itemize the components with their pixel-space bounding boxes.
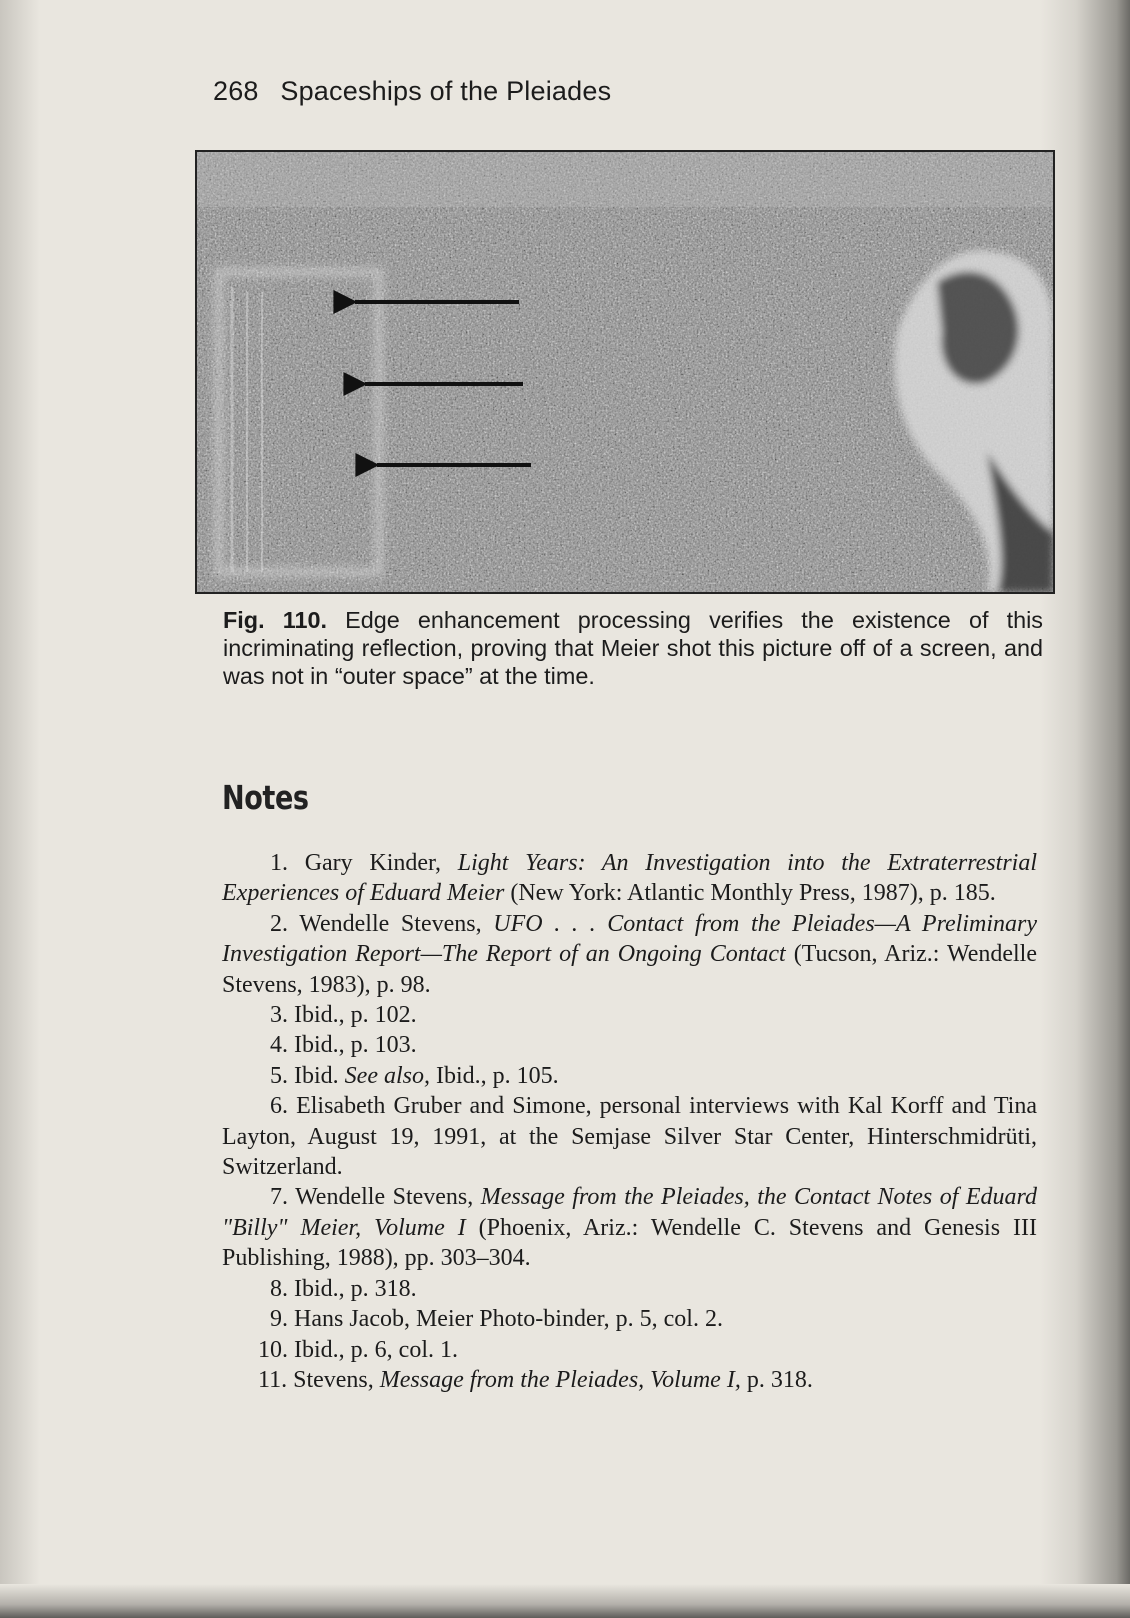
note-item: 10. Ibid., p. 6, col. 1.	[258, 1336, 458, 1363]
note-item: 2. Wendelle Stevens, UFO . . . Contact from the Pleiades—A Preliminary Investigation Report—The Report of an Ongoing Contact (Tucson, Ariz.: Wendelle Stevens, 1983), p. 98.	[222, 910, 1038, 998]
edge-enhanced-photo	[197, 152, 1053, 592]
note-item: 1. Gary Kinder, Light Years: An Investigation into the Extraterrestrial Experiences of Eduard Meier (New York: Atlantic Monthly Press, 1987), p. 185.	[222, 850, 1037, 907]
notes-heading: Notes	[222, 778, 309, 817]
caption-text: Edge enhancement processing verifies the existence of this incriminating reflection, proving that Meier shot this picture off of a screen, and was not in “outer space” at the time.	[223, 607, 1044, 689]
figure-label: Fig. 110.	[223, 607, 327, 633]
figure-110-image	[195, 150, 1055, 594]
book-title: Spaceships of the Pleiades	[280, 76, 612, 106]
note-item: 11. Stevens, Message from the Pleiades, Volume I, p. 318.	[258, 1366, 813, 1393]
note-item: 7. Wendelle Stevens, Message from the Pleiades, the Contact Notes of Eduard "Billy" Meier, Volume I (Phoenix, Ariz.: Wendelle C. Stevens and Genesis III Publishing, 1988), pp. 303–304.	[222, 1184, 1037, 1272]
note-item: 9. Hans Jacob, Meier Photo-binder, p. 5, col. 2.	[270, 1306, 723, 1333]
running-head	[213, 76, 611, 107]
note-item: 4. Ibid., p. 103.	[270, 1032, 417, 1059]
page-number: 268	[213, 76, 259, 106]
note-item: 3. Ibid., p. 102.	[270, 1002, 417, 1029]
figure-caption	[223, 606, 1043, 690]
note-item: 6. Elisabeth Gruber and Simone, personal interviews with Kal Korff and Tina Layton, August 19, 1991, at the Semjase Silver Star Center, Hinterschmidrüti, Switzerland.	[222, 1093, 1037, 1181]
page-edge-left	[0, 0, 40, 1618]
notes-list	[222, 848, 1037, 1395]
note-item: 8. Ibid., p. 318.	[270, 1275, 417, 1302]
note-item: 5. Ibid. See also, Ibid., p. 105.	[270, 1062, 559, 1089]
page-edge-bottom	[0, 1584, 1130, 1618]
